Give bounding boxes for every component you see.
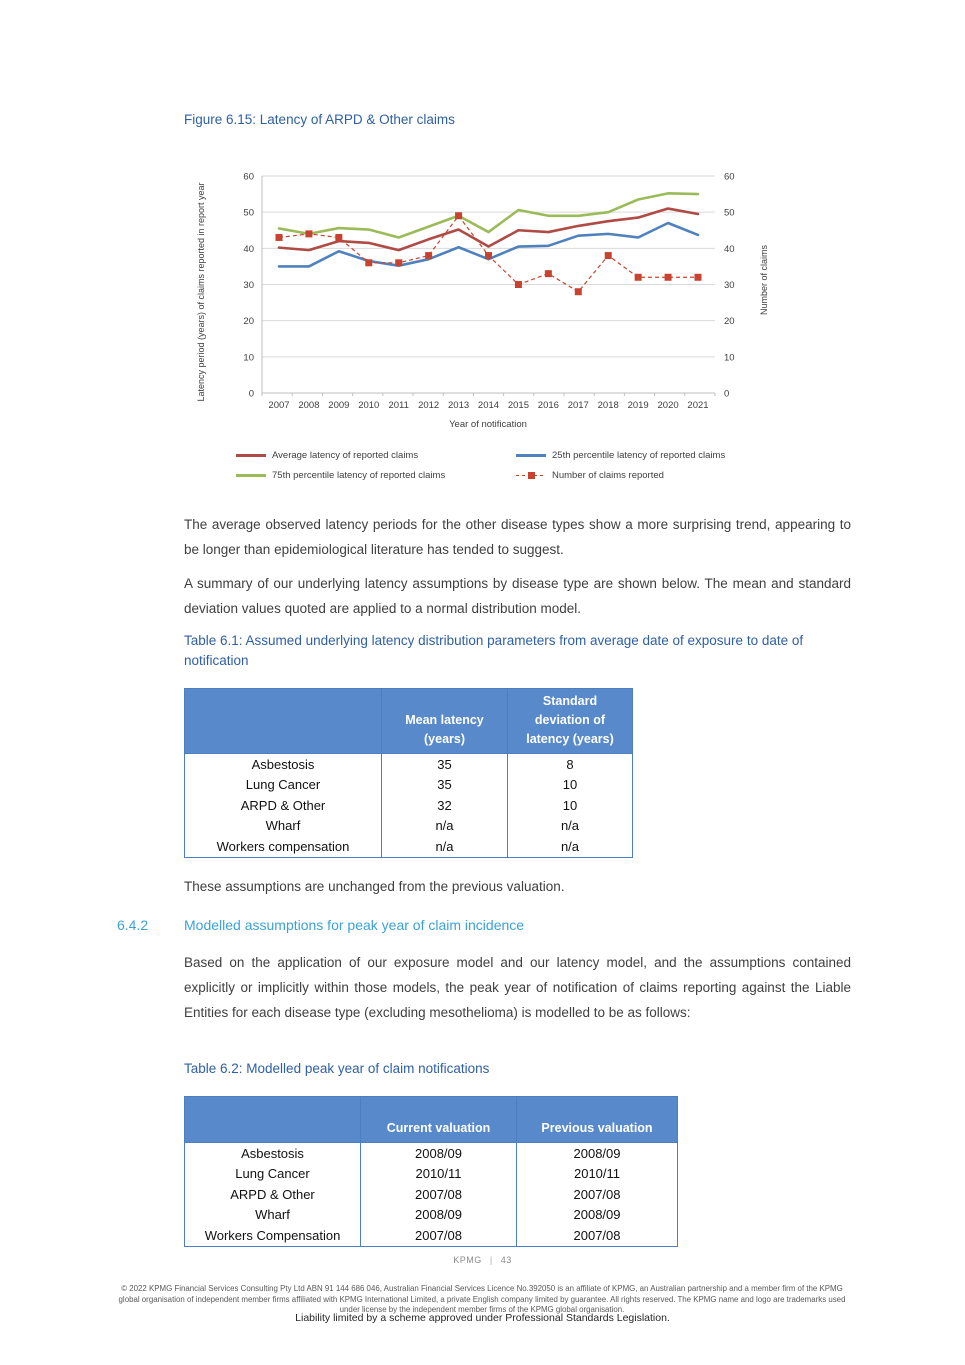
table-cell: Workers Compensation: [185, 1225, 361, 1246]
svg-text:50: 50: [243, 207, 254, 219]
table-cell: 2010/11: [517, 1164, 678, 1185]
legend-label: 75th percentile latency of reported claims: [272, 470, 446, 481]
svg-text:2019: 2019: [627, 400, 649, 411]
legend-item: [236, 470, 516, 481]
paragraph-summary: A summary of our underlying latency assumptions by disease type are shown below. The mean and standard deviation values quoted are applied to a normal distribution model.: [184, 576, 851, 616]
legend-item: [236, 450, 516, 461]
svg-text:20: 20: [724, 316, 735, 328]
legend-label: Average latency of reported claims: [272, 450, 419, 461]
svg-text:2007: 2007: [268, 400, 290, 411]
section-title: Modelled assumptions for peak year of claim incidence: [184, 917, 525, 933]
footer-brand: KPMG: [453, 1255, 482, 1265]
svg-text:2018: 2018: [597, 400, 619, 411]
legend-line-swatch: [236, 474, 266, 477]
legend-item: [516, 470, 766, 481]
footer-page-number: [0, 1255, 965, 1265]
svg-text:2011: 2011: [388, 400, 409, 411]
chart-gridlines: [262, 176, 715, 396]
svg-text:2012: 2012: [418, 400, 440, 411]
svg-text:2013: 2013: [448, 400, 470, 411]
table1-caption: Table 6.1: Assumed underlying latency distribution parameters from average date of exposure to date of notification: [184, 633, 804, 668]
table-cell: 2008/09: [517, 1143, 678, 1164]
table-cell: Wharf: [185, 816, 382, 837]
table-cell: 2007/08: [517, 1184, 678, 1205]
table-cell: 2008/09: [361, 1143, 517, 1164]
x-axis-title: Year of notification: [449, 419, 527, 430]
svg-text:0: 0: [248, 388, 254, 400]
svg-text:40: 40: [724, 243, 735, 255]
table-cell: 2008/09: [361, 1205, 517, 1226]
svg-text:2020: 2020: [657, 400, 679, 411]
chart-canvas: [190, 150, 800, 450]
table-cell: n/a: [508, 816, 633, 837]
paragraph-unchanged: These assumptions are unchanged from the previous valuation.: [184, 879, 565, 894]
y-axis-title-left: Latency period (years) of claims reported in report year: [196, 182, 206, 402]
svg-text:40: 40: [243, 243, 254, 255]
table2-caption: Table 6.2: Modelled peak year of claim notifications: [184, 1061, 490, 1076]
svg-text:60: 60: [243, 171, 254, 183]
table-cell: Asbestosis: [185, 1143, 361, 1164]
section-number: 6.4.2: [117, 917, 149, 933]
legend-label: 25th percentile latency of reported claims: [552, 450, 726, 461]
table-cell: 10: [508, 775, 633, 796]
svg-text:30: 30: [243, 280, 254, 291]
table-row: [185, 754, 633, 775]
table-row: [185, 1164, 678, 1185]
paragraph-peak-year: Based on the application of our exposure model and our latency model, and the assumptions contained explicitly or implicitly within those models, the peak year of notification of claims reporting against the Liable Entities for each disease type (excluding mesothelioma) is modelled to be as follows:: [184, 955, 851, 1020]
table1-header-row: [185, 689, 633, 754]
svg-text:2010: 2010: [358, 400, 380, 411]
table-row: [185, 1225, 678, 1246]
table-row: [185, 836, 633, 857]
legend-label: Number of claims reported: [552, 470, 664, 481]
paragraph-latency-trend: The average observed latency periods for the other disease types show a more surprising trend, appearing to be longer than epidemiological literature has tended to suggest.: [184, 517, 851, 557]
chart-legend: [236, 450, 766, 481]
legend-dashed-square-swatch: [516, 472, 546, 479]
table-cell: Wharf: [185, 1205, 361, 1226]
footer-divider: |: [489, 1255, 493, 1265]
table-row: [185, 775, 633, 796]
svg-text:30: 30: [724, 280, 735, 291]
table-cell: 2010/11: [361, 1164, 517, 1185]
svg-text:0: 0: [724, 388, 730, 400]
table-cell: 2007/08: [361, 1225, 517, 1246]
svg-text:2014: 2014: [477, 400, 500, 411]
svg-text:20: 20: [243, 316, 254, 328]
table-cell: 32: [382, 795, 508, 816]
legend-line-swatch: [236, 454, 266, 457]
legend-item: [516, 450, 766, 461]
peak-year-table: [184, 1096, 678, 1247]
svg-text:2016: 2016: [537, 400, 559, 411]
svg-text:60: 60: [724, 171, 735, 183]
table-cell: ARPD & Other: [185, 795, 382, 816]
chart-series: [276, 193, 702, 295]
table-cell: 2007/08: [517, 1225, 678, 1246]
table-row: [185, 1143, 678, 1164]
footer-number: 43: [500, 1255, 512, 1265]
table2-header-row: [185, 1097, 678, 1143]
table-cell: ARPD & Other: [185, 1184, 361, 1205]
table-cell: n/a: [508, 836, 633, 857]
chart-tick-labels: [243, 172, 734, 412]
figure-caption: Figure 6.15: Latency of ARPD & Other claims: [184, 112, 455, 127]
table2-header-previous: Previous valuation: [517, 1097, 678, 1143]
table1-header-stddev: Standard deviation of latency (years): [508, 689, 633, 754]
latency-parameters-table: [184, 688, 633, 858]
svg-text:2009: 2009: [328, 400, 350, 411]
footer-legal-text: © 2022 KPMG Financial Services Consulting Pty Ltd ABN 91 144 686 046, Australian Financial Services Licence No.392050 is an affiliate of KPMG, an Australian partnership and a member firm of the KPMG global organisation of independent member firms affiliated with KPMG International Limited, a private English company limited by guarantee. All rights reserved. The KPMG name and logo are trademarks used under license by the independent member firms of the KPMG global organisation.: [118, 1284, 846, 1314]
table1-header-blank: [185, 689, 382, 754]
table-cell: 35: [382, 775, 508, 796]
table-cell: n/a: [382, 836, 508, 857]
table2-header-current: Current valuation: [361, 1097, 517, 1143]
table-row: [185, 795, 633, 816]
table-cell: 8: [508, 754, 633, 775]
svg-text:2008: 2008: [298, 400, 320, 411]
table-cell: Lung Cancer: [185, 775, 382, 796]
svg-text:50: 50: [724, 207, 735, 219]
latency-chart: [190, 150, 800, 450]
table-cell: Asbestosis: [185, 754, 382, 775]
svg-text:2015: 2015: [507, 400, 529, 411]
svg-text:10: 10: [724, 352, 735, 364]
svg-text:2017: 2017: [567, 400, 589, 411]
table-cell: 2008/09: [517, 1205, 678, 1226]
table-cell: Workers compensation: [185, 836, 382, 857]
legend-line-swatch: [516, 454, 546, 457]
table-cell: 35: [382, 754, 508, 775]
svg-text:2021: 2021: [687, 400, 709, 411]
table-row: [185, 816, 633, 837]
legend-square-marker: [528, 472, 535, 479]
table2-header-blank: [185, 1097, 361, 1143]
svg-text:10: 10: [243, 352, 254, 364]
table-cell: 10: [508, 795, 633, 816]
table-cell: n/a: [382, 816, 508, 837]
table-cell: 2007/08: [361, 1184, 517, 1205]
table-row: [185, 1205, 678, 1226]
table1-header-mean: Mean latency (years): [382, 689, 508, 754]
table-row: [185, 1184, 678, 1205]
y-axis-title-right: Number of claims: [759, 244, 769, 316]
table-cell: Lung Cancer: [185, 1164, 361, 1185]
footer-liability-text: Liability limited by a scheme approved under Professional Standards Legislation.: [295, 1312, 670, 1324]
